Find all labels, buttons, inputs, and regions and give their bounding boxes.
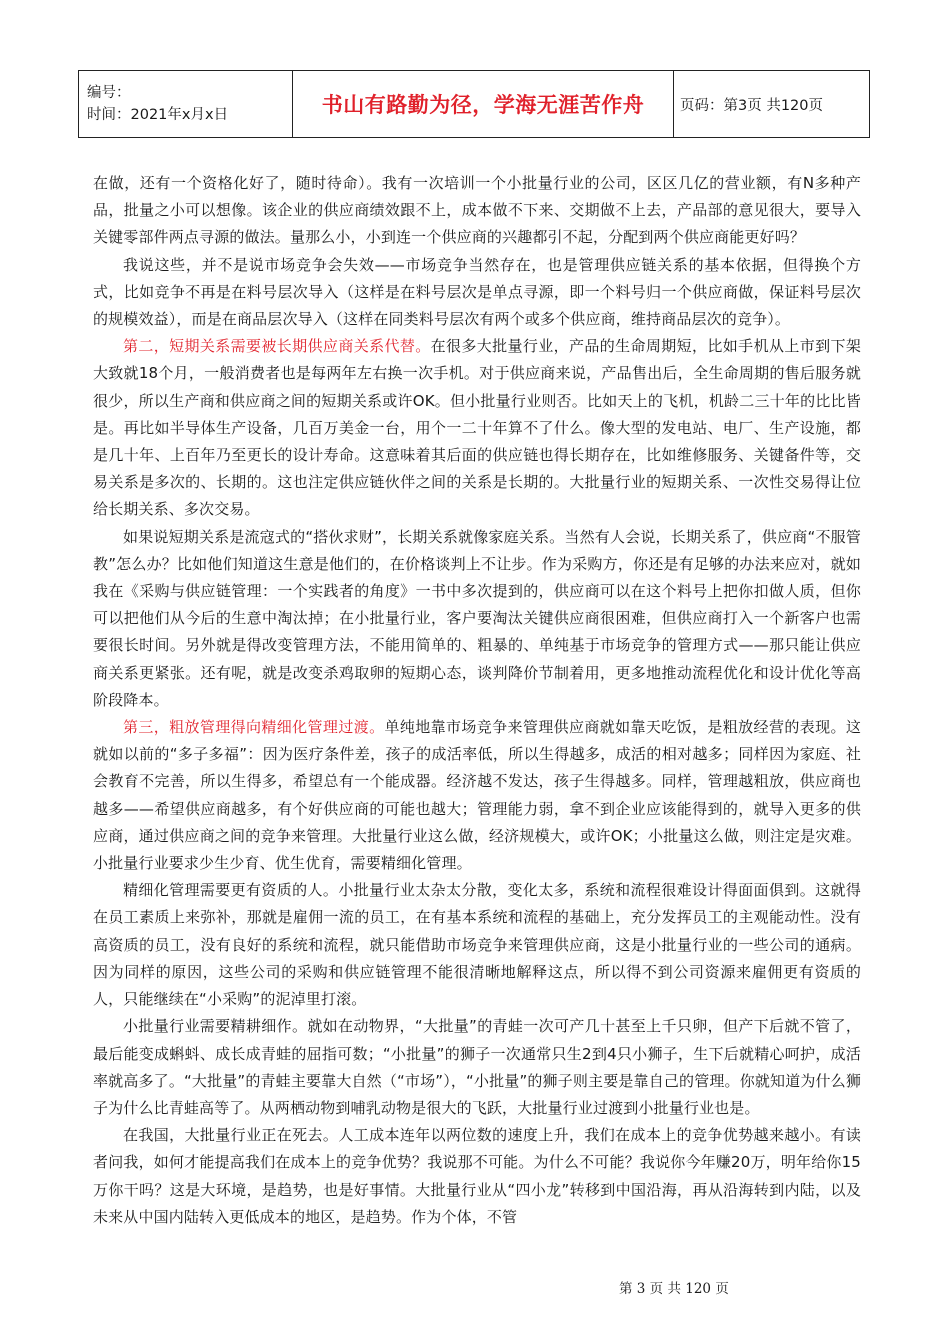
page-footer: 第 3 页 共 120 页	[619, 1281, 729, 1297]
paragraph-text: 在很多大批量行业，产品的生命周期短，比如手机从上市到下架大致就18个月，一般消费者也是每两年左右换一次手机。对于供应商来说，产品售出后，全生命周期的售后服务就很少，所以生产商和供应商之间的短期关系或许OK。但小批量行业则否。比如天上的飞机，机龄二三十年的比比皆是。再比如半导体生产设备，几百万美金一台，用个一二十年算不了什么。像大型的发电站、电厂、生产设施，都是几十年、上百年乃至更长的设计寿命。这意味着其后面的供应链也得长期存在，比如维修服务、关键备件等，交易关系是多次的、长期的。这也注定供应链伙伴之间的关系是长期的。大批量行业的短期关系、一次性交易得让位给长期关系、多次交易。	[93, 337, 861, 519]
header-meta-cell	[79, 71, 293, 138]
header-page-info: 页码：第3页 共120页	[674, 71, 870, 138]
document-number-label: 编号：	[87, 85, 131, 101]
document-body	[93, 170, 861, 1231]
paragraph-4	[93, 524, 861, 714]
paragraph-6	[93, 877, 861, 1013]
paragraph-text: 如果说短期关系是流寇式的“搭伙求财”，长期关系就像家庭关系。当然有人会说，长期关系了，供应商“不服管教”怎么办？比如他们知道这生意是他们的，在价格谈判上不让步。作为采购方，你还是有足够的办法来应对，就如我在《采购与供应链管理：一个实践者的角度》一书中多次提到的，供应商可以在这个料号上把你扣做人质，但你可以把他们从今后的生意中淘汰掉；在小批量行业，客户要淘汰关键供应商很困难，但供应商打入一个新客户也需要很长时间。另外就是得改变管理方法，不能用简单的、粗暴的、单纯基于市场竞争的管理方式——那只能让供应商关系更紧张。还有呢，就是改变杀鸡取卵的短期心态，谈判降价节制着用，更多地推动流程优化和设计优化等高阶段降本。	[93, 527, 861, 709]
paragraph-1	[93, 170, 861, 252]
header-motto-cell	[293, 71, 674, 138]
paragraph-text: 小批量行业需要精耕细作。就如在动物界，“大批量”的青蛙一次可产几十甚至上千只卵，但产下后就不管了，最后能变成蝌蚪、成长成青蛙的屈指可数；“小批量”的狮子一次通常只生2到4只小狮子，生下后就精心呵护，成活率就高多了。“大批量”的青蛙主要靠大自然（“市场”），“小批量”的狮子则主要是靠自己的管理。你就知道为什么狮子为什么比青蛙高等了。从两栖动物到哺乳动物是很大的飞跃，大批量行业过渡到小批量行业也是。	[93, 1017, 861, 1117]
paragraph-8	[93, 1122, 861, 1231]
page-header	[78, 70, 870, 138]
section-heading-highlight: 第二，短期关系需要被长期供应商关系代替。	[123, 337, 431, 356]
paragraph-text: 在我国，大批量行业正在死去。人工成本连年以两位数的速度上升，我们在成本上的竞争优势越来越小。有读者问我，如何才能提高我们在成本上的竞争优势？我说那不可能。为什么不可能？我说你今年赚20万，明年给你15万你干吗？这是大环境，是趋势，也是好事情。大批量行业从“四小龙”转移到中国沿海，再从沿海转到内陆，以及未来从中国内陆转入更低成本的地区，是趋势。作为个体，不管	[93, 1126, 861, 1226]
paragraph-text: 我说这些，并不是说市场竞争会失效——市场竞争当然存在，也是管理供应链关系的基本依据，但得换个方式，比如竞争不再是在料号层次导入（这样是在料号层次是单点寻源，即一个料号归一个供应商做，保证料号层次的规模效益），而是在商品层次导入（这样在同类料号层次有两个或多个供应商，维持商品层次的竞争）。	[93, 255, 861, 329]
paragraph-text: 精细化管理需要更有资质的人。小批量行业太杂太分散，变化太多，系统和流程很难设计得面面俱到。这就得在员工素质上来弥补，那就是雇佣一流的员工，在有基本系统和流程的基础上，充分发挥员工的主观能动性。没有高资质的员工，没有良好的系统和流程，就只能借助市场竞争来管理供应商，这是小批量行业的一些公司的通病。因为同样的原因，这些公司的采购和供应链管理不能很清晰地解释这点，所以得不到公司资源来雇佣更有资质的人，只能继续在“小采购”的泥淖里打滚。	[93, 881, 861, 1009]
paragraph-5	[93, 714, 861, 877]
paragraph-text: 单纯地靠市场竞争来管理供应商就如靠天吃饭，是粗放经营的表现。这就如以前的“多子多福”：因为医疗条件差，孩子的成活率低，所以生得越多，成活的相对越多；同样因为家庭、社会教育不完善，所以生得多，希望总有一个能成器。经济越不发达，孩子生得越多。同样，管理越粗放，供应商也越多——希望供应商越多，有个好供应商的可能也越大；管理能力弱，拿不到企业应该能得到的，就导入更多的供应商，通过供应商之间的竞争来管理。大批量行业这么做，经济规模大，或许OK；小批量这么做，则注定是灾难。小批量行业要求少生少育、优生优育，需要精细化管理。	[93, 718, 861, 873]
header-motto: 书山有路勤为径，学海无涯苦作舟	[321, 93, 645, 117]
paragraph-7	[93, 1013, 861, 1122]
paragraph-2	[93, 252, 861, 334]
section-heading-highlight: 第三，粗放管理得向精细化管理过渡。	[123, 718, 385, 737]
paragraph-3	[93, 333, 861, 523]
paragraph-text: 在做，还有一个资格化好了，随时待命）。我有一次培训一个小批量行业的公司，区区几亿的营业额，有N多种产品，批量之小可以想像。该企业的供应商绩效跟不上，成本做不下来、交期做不上去，产品部的意见很大，要导入关键零部件两点寻源的做法。量那么小，小到连一个供应商的兴趣都引不起，分配到两个供应商能更好吗？	[93, 174, 861, 247]
document-date: 时间：2021年x月x日	[87, 107, 229, 123]
